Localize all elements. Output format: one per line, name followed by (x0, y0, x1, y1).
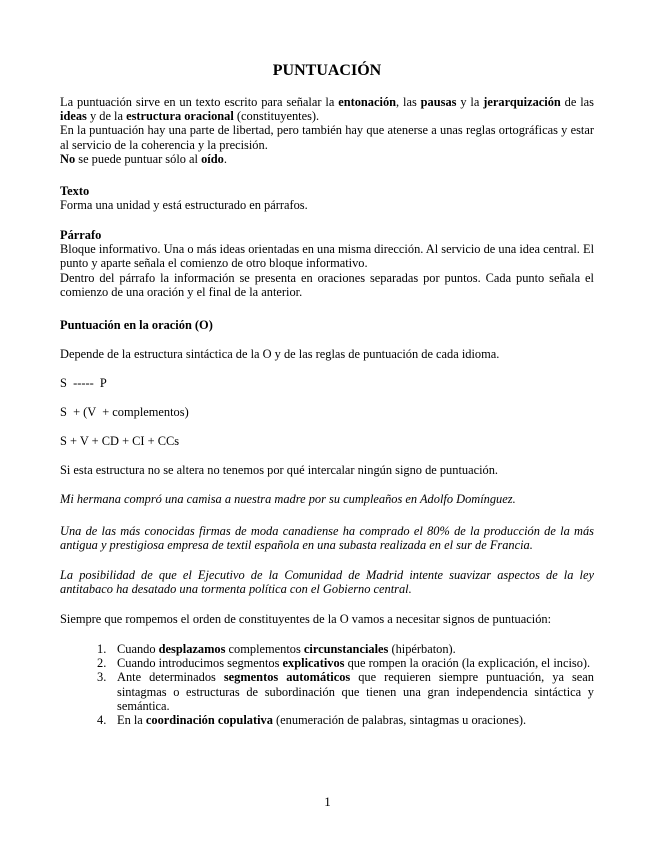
intro-section (60, 95, 594, 166)
text: Si esta estructura no se altera no tenemos por qué intercalar ningún signo de puntuación. (60, 463, 499, 477)
text: y de la (86, 109, 127, 124)
oracion-paragraph-1 (60, 347, 594, 361)
text: La puntuación sirve en un texto escrito para señalar la (60, 95, 339, 109)
section-heading-texto: Texto (60, 184, 90, 198)
bold-term: explicativos (282, 656, 345, 671)
texto-body: Forma una unidad y está estructurado en párrafos. (60, 198, 308, 213)
bold-term: coordinación copulativa (145, 713, 273, 728)
bold-term: segmentos automáticos (223, 670, 351, 685)
oracion-paragraph-3 (60, 612, 594, 626)
text: Cuando (117, 642, 159, 656)
text: Depende de la estructura sintáctica de la O y de las reglas de puntuación de cada idioma. (60, 347, 500, 361)
bold-term: estructura oracional (126, 109, 234, 124)
list-item (60, 713, 594, 727)
text: Siempre que rompemos el orden de constituyentes de la O vamos a necesitar signos de puntuación: (60, 612, 552, 626)
list-item (60, 670, 594, 713)
page-number: 1 (324, 794, 331, 809)
bold-term: jerarquización (483, 95, 561, 109)
text: (hipérbaton). (388, 642, 456, 656)
text: Cuando introducimos segmentos (117, 656, 283, 671)
list-number: 1. (97, 642, 107, 656)
parrafo-body-2: Dentro del párrafo la información se presenta en oraciones separadas por puntos. Cada punto señala el comienzo de una oración y el final de la anterior. (60, 270, 594, 299)
heading-text: Puntuación en la oración (O) (60, 318, 213, 332)
text: Mi hermana compró una camisa a nuestra madre por su cumpleaños en Adolfo Domínguez. (60, 492, 516, 506)
text: complementos (225, 642, 304, 656)
text: que rompen la oración (la explicación, el inciso). (344, 656, 591, 671)
bold-term: No (60, 151, 76, 166)
bold-term: pausas (420, 95, 457, 109)
list-item (60, 642, 594, 656)
list-number: 4. (97, 713, 107, 728)
bold-term: oído (201, 151, 224, 166)
oracion-paragraph-2 (60, 463, 594, 477)
text: . (223, 151, 227, 166)
bold-term: circunstanciales (303, 642, 389, 656)
list-number: 3. (97, 670, 107, 685)
text: y la (456, 95, 484, 109)
text: La posibilidad de que el Ejecutivo de la Comunidad de Madrid intente suavizar aspectos de la ley antitabaco ha desatado una tormenta política con el Gobierno central. (60, 568, 594, 597)
section-heading-oracion (60, 318, 594, 332)
text: se puede puntuar sólo al (75, 151, 202, 166)
text: En la (117, 713, 146, 728)
formula-3 (60, 434, 594, 448)
text: de las (560, 95, 595, 109)
bold-term: ideas (60, 109, 87, 124)
list-number: 2. (97, 656, 107, 671)
texto-section (60, 184, 594, 212)
list-item (60, 656, 594, 670)
parrafo-body-1: Bloque informativo. Una o más ideas orientadas en una misma dirección. Al servicio de una idea central. El punto y aparte señala el comienzo de otro bloque informativo. (60, 242, 595, 271)
text: S ----- P (60, 376, 107, 390)
text: que requieren siempre puntuación, ya sean sintagmas o estructuras de subordinación que tienen una gran independencia sintáctica y semántica. (117, 670, 594, 713)
example-sentence-3 (60, 568, 594, 596)
text: S + V + CD + CI + CCs (60, 434, 180, 448)
intro-paragraph-3 (60, 152, 594, 166)
text: Una de las más conocidas firmas de moda canadiense ha comprado el 80% de la producción de la más antigua y prestigiosa empresa de textil española en una subasta realizada en el sur de Francia. (60, 524, 594, 553)
formula-1 (60, 376, 594, 390)
text: (enumeración de palabras, sintagmas u oraciones). (272, 713, 527, 728)
text: , las (396, 95, 421, 109)
example-sentence-1 (60, 492, 594, 506)
bold-term: entonación (338, 95, 397, 109)
text: (constituyentes). (233, 109, 320, 124)
bold-term: desplazamos (158, 642, 226, 656)
section-heading-parrafo: Párrafo (60, 228, 102, 242)
formula-2 (60, 405, 594, 419)
intro-paragraph-2: En la puntuación hay una parte de libertad, pero también hay que atenerse a unas reglas ortográficas y estar al servicio de la coherencia y la precisión. (60, 123, 594, 152)
intro-paragraph-1 (60, 95, 594, 123)
page-title: PUNTUACIÓN (272, 62, 382, 79)
numbered-list (60, 642, 594, 727)
text: Ante determinados (117, 670, 224, 685)
example-sentence-2 (60, 524, 594, 552)
parrafo-section (60, 228, 594, 299)
text: S + (V + complementos) (60, 405, 189, 419)
